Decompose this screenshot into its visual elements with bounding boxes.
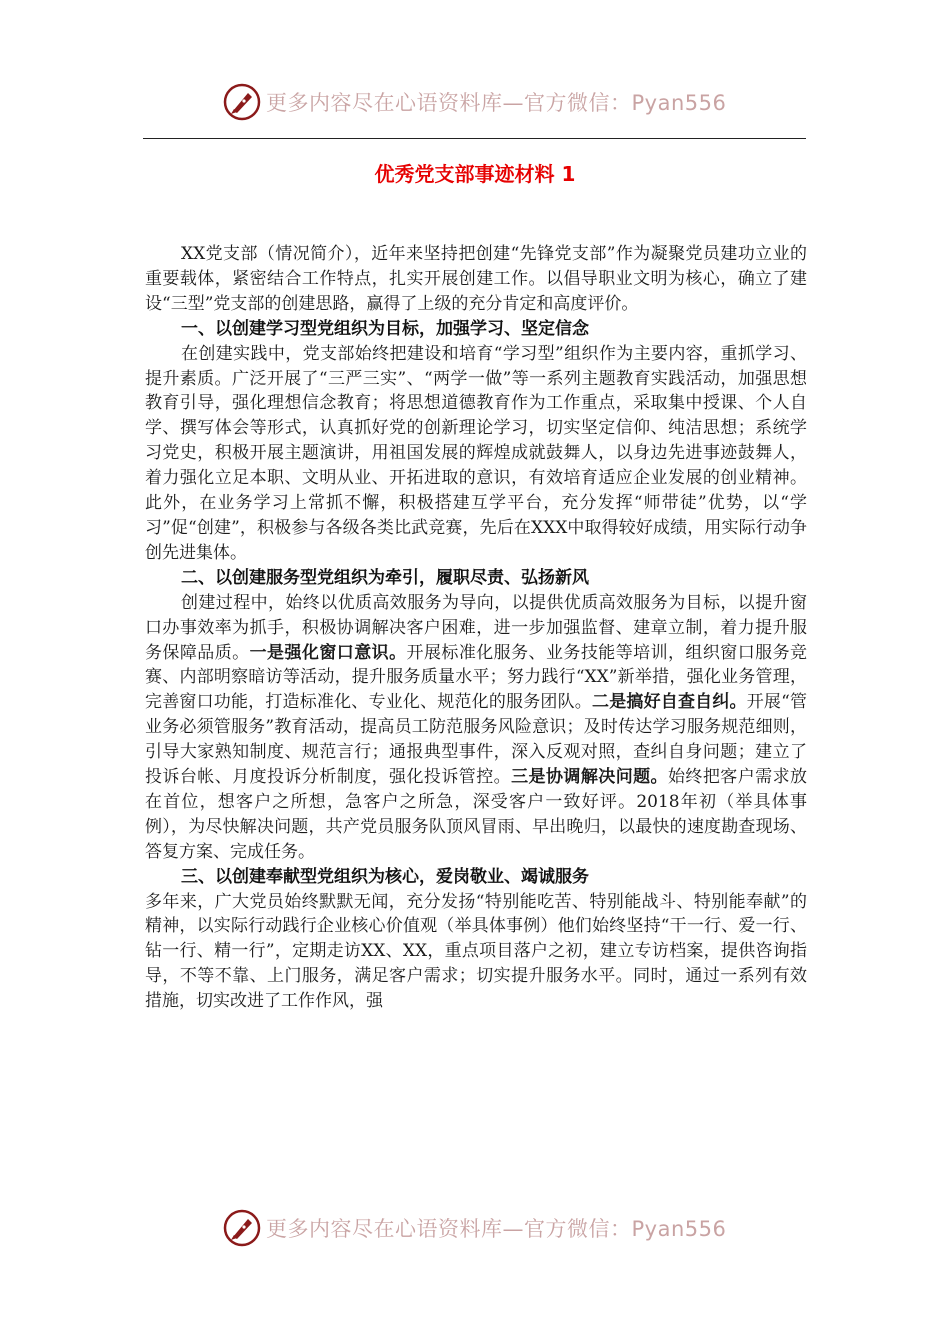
document-body bbox=[145, 242, 807, 1014]
section-2-text-2: 开展标准化服务、业务技能等培训，组织窗口服务竞赛、内部明察暗访等活动，提升服务质量水平；努力践行“XX”新举措，强化业务管理，完善窗口功能，打造标准化、专业化、规范化的服务团队。 bbox=[145, 642, 808, 713]
section-2-heading: 二、以创建服务型党组织为牵引，履职尽责、弘扬新风 bbox=[181, 567, 589, 588]
pen-nib-logo-icon bbox=[222, 1208, 262, 1248]
intro-paragraph: XX党支部（情况简介），近年来坚持把创建“先锋党支部”作为凝聚党员建功立业的重要载体，紧密结合工作特点，扎实开展创建工作。以倡导职业文明为核心，确立了建设“三型”党支部的创建思路，赢得了上级的充分肯定和高度评价。 bbox=[145, 244, 807, 314]
section-1-paragraph: 在创建实践中，党支部始终把建设和培育“学习型”组织作为主要内容，重抓学习、提升素质。广泛开展了“三严三实”、“两学一做”等一系列主题教育实践活动，加强思想教育引导，强化理想信念教育；将思想道德教育作为工作重点，采取集中授课、个人自学、撰写体会等形式，认真抓好党的创新理论学习，切实坚定信仰、纯洁思想；系统学习党史，积极开展主题演讲，用祖国发展的辉煌成就鼓舞人，以身边先进事迹鼓舞人，着力强化立足本职、文明从业、开拓进取的意识，有效培育适应企业发展的创业精神。此外，在业务学习上常抓不懈，积极搭建互学平台，充分发挥“师带徒”优势，以“学习”促“创建”，积极参与各级各类比武竞赛，先后在XXX中取得较好成绩，用实际行动争创先进集体。 bbox=[145, 343, 807, 563]
section-2-bold-3: 三是协调解决问题。 bbox=[511, 767, 668, 788]
document-title: 优秀党支部事迹材料 1 bbox=[374, 162, 576, 186]
watermark-banner-bottom bbox=[222, 1208, 726, 1248]
section-2-bold-1: 一是强化窗口意识。 bbox=[249, 642, 407, 663]
section-3-paragraph: 多年来，广大党员始终默默无闻，充分发扬“特别能吃苦、特别能战斗、特别能奉献”的精神，以实际行动践行企业核心价值观（举具体事例）他们始终坚持“干一行、爱一行、钻一行、精一行”，定期走访XX、XX，重点项目落户之初，建立专访档案，提供咨询指导，不等不靠、上门服务，满足客户需求；切实提升服务水平。同时，通过一系列有效措施，切实改进了工作作风，强 bbox=[145, 891, 807, 1012]
section-3-heading: 三、以创建奉献型党组织为核心，爱岗敬业、竭诚服务 bbox=[181, 866, 589, 887]
watermark-text: 更多内容尽在心语资料库—官方微信：Pyan556 bbox=[266, 1217, 727, 1241]
section-2-text-1: 创建过程中，始终以优质高效服务为导向，以提供优质高效服务为目标，以提升窗口办事效率为抓手，积极协调解决客户困难，进一步加强监督、建章立制，着力提升服务保障品质。 bbox=[145, 592, 807, 663]
section-1-heading: 一、以创建学习型党组织为目标，加强学习、坚定信念 bbox=[181, 318, 589, 339]
watermark-text: 更多内容尽在心语资料库—官方微信：Pyan556 bbox=[266, 91, 727, 115]
section-2-bold-2: 二是搞好自查自纠。 bbox=[592, 692, 747, 713]
section-2-text-3: 开展“管业务必须管服务”教育活动，提高员工防范服务风险意识；及时传达学习服务规范细则，引导大家熟知制度、规范言行；通报典型事件，深入反观对照，查纠自身问题；建立了投诉台帐、月度投诉分析制度，强化投诉管控。 bbox=[145, 692, 808, 788]
pen-nib-logo-icon bbox=[222, 82, 262, 122]
section-2-text-4: 始终把客户需求放在首位，想客户之所想，急客户之所急，深受客户一致好评。2018年初（举具体事例），为尽快解决问题，共产党员服务队顶风冒雨、早出晚归，以最快的速度勘查现场、答复方案、完成任务。 bbox=[145, 767, 808, 862]
section-2-paragraph bbox=[145, 591, 807, 865]
header-divider bbox=[143, 138, 806, 139]
watermark-banner-top bbox=[222, 82, 726, 122]
